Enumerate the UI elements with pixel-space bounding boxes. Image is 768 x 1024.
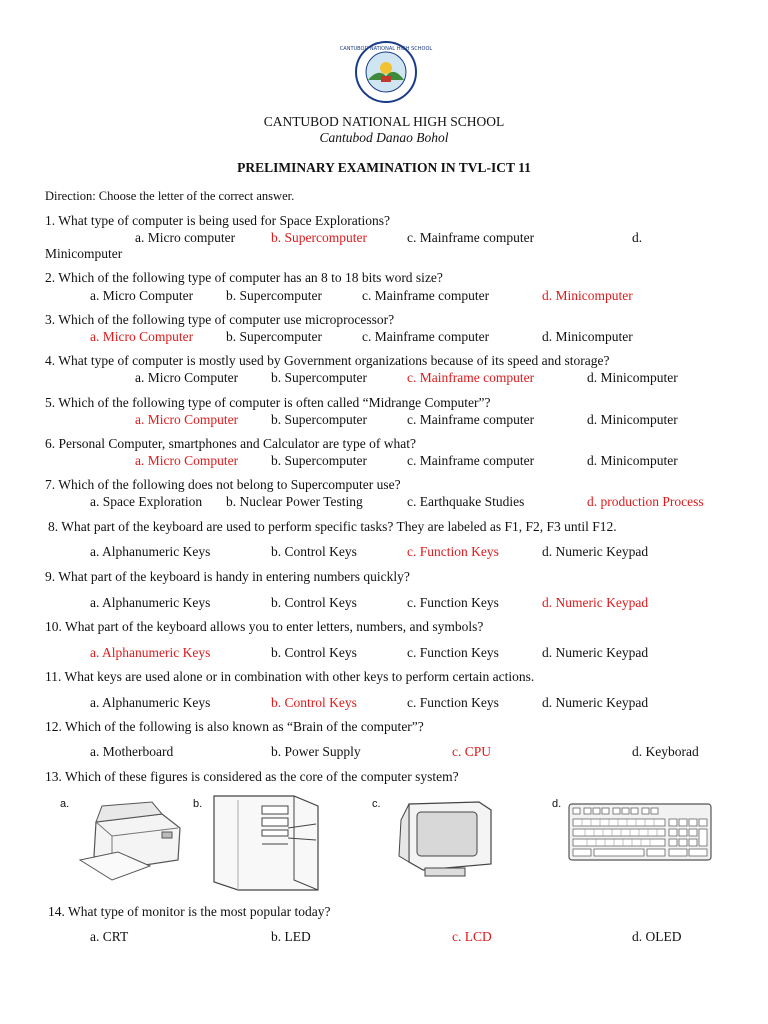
answer-choice: d. Minicomputer [587,370,678,385]
answer-choice: a. Micro Computer [90,288,194,303]
answer-choice: c. Mainframe computer [362,288,490,303]
answer-choice: c. Function Keys [407,595,499,610]
figure-label-a: a. [60,798,70,810]
answer-choice: d. Minicomputer [587,453,678,468]
question-text: 6. Personal Computer, smartphones and Calculator are type of what? [45,436,416,451]
question-text: 13. Which of these figures is considered as the core of the computer system? [45,769,459,784]
question-text: 2. Which of the following type of computer has an 8 to 18 bits word size? [45,270,443,285]
answer-choice: Minicomputer [45,246,123,261]
answer-choice: b. Control Keys [271,595,357,610]
answer-choice: b. Control Keys [271,695,357,710]
question-text: 11. What keys are used alone or in combination with other keys to perform certain actions. [45,669,535,684]
answer-choice: c. Mainframe computer [362,329,490,344]
answer-choice: c. Mainframe computer [407,453,535,468]
answer-choice: c. Function Keys [407,544,499,559]
question-text: 7. Which of the following does not belong to Supercomputer use? [45,477,401,492]
answer-choice: c. Function Keys [407,695,499,710]
figure-label-c: c. [372,798,381,810]
answer-choice: d. Numeric Keypad [542,645,649,660]
question-text: 12. Which of the following is also known as “Brain of the computer”? [45,719,424,734]
answer-choice: c. Mainframe computer [407,412,535,427]
answer-choice: c. CPU [452,744,492,759]
system-unit-icon [212,794,322,896]
direction-text: Direction: Choose the letter of the correct answer. [45,189,295,203]
answer-choice: b. Power Supply [271,744,361,759]
question-text: 9. What part of the keyboard is handy in entering numbers quickly? [45,569,410,584]
keyboard-icon [568,803,712,865]
answer-choice: b. Supercomputer [271,230,367,245]
question-text: 4. What type of computer is mostly used by Government organizations because of its speed and storage? [45,353,610,368]
answer-choice: d. Numeric Keypad [542,544,649,559]
question-text: 14. What type of monitor is the most popular today? [48,904,331,919]
monitor-icon [395,800,495,884]
answer-choice: a. Micro Computer [135,453,239,468]
answer-choice: b. Supercomputer [226,329,322,344]
school-location: Cantubod Danao Bohol [319,130,449,145]
answer-choice: b. Supercomputer [271,453,367,468]
answer-choice: c. Earthquake Studies [407,494,525,509]
answer-choice: b. Supercomputer [226,288,322,303]
figure-label-d: d. [552,798,562,810]
answer-choice: a. Alphanumeric Keys [90,645,211,660]
answer-choice: a. Alphanumeric Keys [90,695,211,710]
answer-choice: d. OLED [632,929,682,944]
answer-choice: d. Keyborad [632,744,699,759]
answer-choice: a. Micro Computer [135,412,239,427]
answer-choice: a. Space Exploration [90,494,203,509]
school-name: CANTUBOD NATIONAL HIGH SCHOOL [263,114,505,129]
answer-choice: a. Micro computer [135,230,236,245]
answer-choice: c. Function Keys [407,645,499,660]
answer-choice: a. Alphanumeric Keys [90,595,211,610]
answer-choice: b. Nuclear Power Testing [226,494,363,509]
answer-choice: a. Micro Computer [135,370,239,385]
answer-choice: d. production Process [587,494,704,509]
svg-text:CANTUBOD NATIONAL HIGH SCHOOL: CANTUBOD NATIONAL HIGH SCHOOL [339,46,433,52]
answer-choice: c. Mainframe computer [407,370,535,385]
answer-choice: a. Alphanumeric Keys [90,544,211,559]
answer-choice: a. Micro Computer [90,329,194,344]
answer-choice: d. [632,230,643,245]
answer-choice: a. CRT [90,929,129,944]
answer-choice: c. LCD [452,929,492,944]
answer-choice: b. Supercomputer [271,412,367,427]
question-text: 1. What type of computer is being used for Space Explorations? [45,213,391,228]
answer-choice: b. LED [271,929,311,944]
answer-choice: b. Control Keys [271,645,357,660]
school-seal-logo [339,40,433,104]
answer-choice: a. Motherboard [90,744,174,759]
answer-choice: d. Minicomputer [587,412,678,427]
answer-choice: d. Numeric Keypad [542,695,649,710]
answer-choice: d. Numeric Keypad [542,595,649,610]
figure-label-b: b. [193,798,203,810]
question-text: 5. Which of the following type of computer is often called “Midrange Computer”? [45,395,491,410]
question-text: 8. What part of the keyboard are used to perform specific tasks? They are labeled as F1, F2, F3 until F12. [48,519,617,534]
answer-choice: d. Minicomputer [542,329,633,344]
question-text: 3. Which of the following type of computer use microprocessor? [45,312,395,327]
answer-choice: c. Mainframe computer [407,230,535,245]
answer-choice: b. Supercomputer [271,370,367,385]
answer-choice: b. Control Keys [271,544,357,559]
answer-choice: d. Minicomputer [542,288,633,303]
exam-title: PRELIMINARY EXAMINATION IN TVL-ICT 11 [237,160,531,175]
question-text: 10. What part of the keyboard allows you to enter letters, numbers, and symbols? [45,619,484,634]
printer-icon [78,800,186,890]
